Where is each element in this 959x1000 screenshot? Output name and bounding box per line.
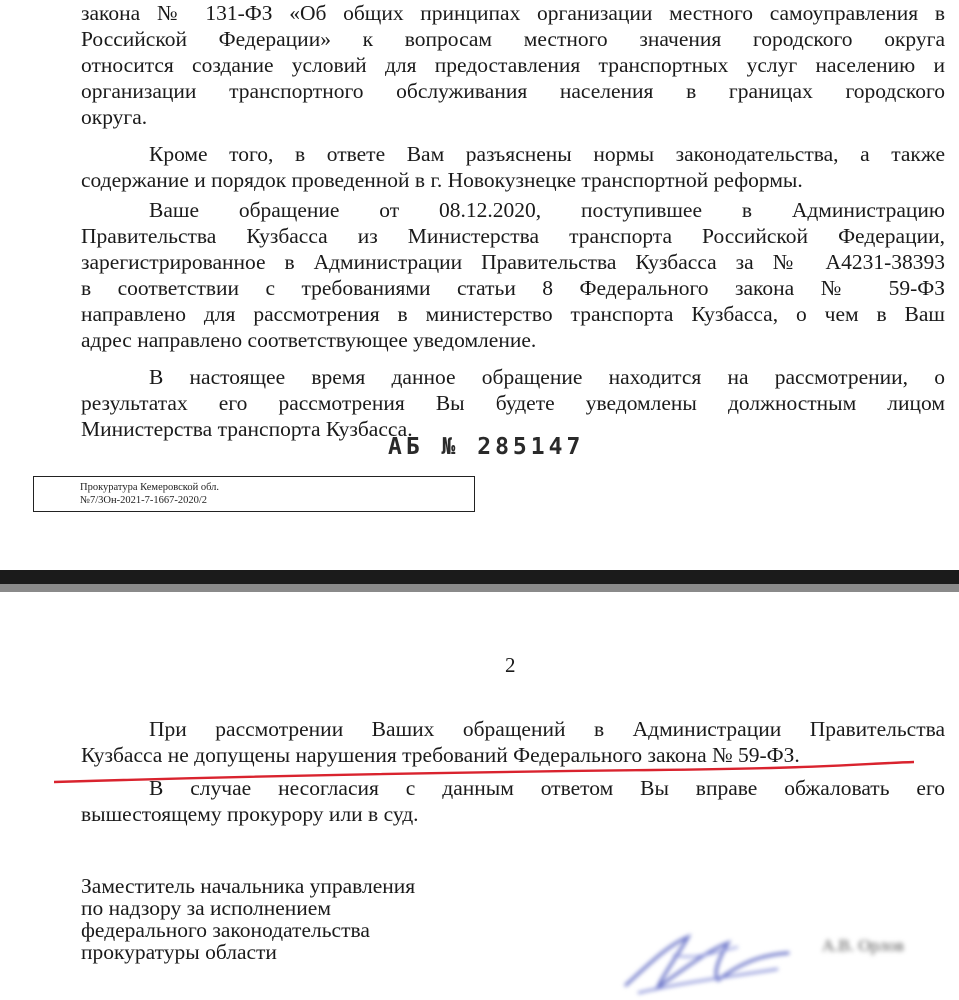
text-line: закона № 131-ФЗ «Об общих принципах организации местного самоуправления в — [81, 1, 945, 25]
text-line: результатах его рассмотрения Вы будете уведомлены должностным лицом — [81, 391, 945, 415]
text-line: организации транспортного обслуживания населения в границах городского — [81, 79, 945, 103]
registration-stamp — [33, 476, 475, 512]
signatory-title-line: по надзору за исполнением — [81, 896, 331, 920]
text-line: округа. — [81, 105, 148, 129]
text-line: Кроме того, в ответе Вам разъяснены нормы законодательства, а также — [149, 142, 945, 166]
page-divider — [0, 566, 959, 600]
page-number: 2 — [505, 653, 516, 677]
divider-dark-band — [0, 570, 959, 584]
highlighted-text-line: Кузбасса не допущены нарушения требований Федерального закона № 59-ФЗ. — [81, 743, 800, 767]
handwritten-signature — [618, 925, 798, 1000]
text-line: Министерства транспорта Кузбасса. — [81, 417, 413, 441]
form-number-stamp: АБ № 285147 — [388, 434, 585, 460]
registration-stamp-number: №7/3Он-2021-7-1667-2020/2 — [80, 495, 208, 506]
signatory-name: А.В. Орлов — [822, 936, 904, 955]
text-line: направлено для рассмотрения в министерство транспорта Кузбасса, о чем в Ваш — [81, 302, 945, 326]
text-line: содержание и порядок проведенной в г. Новокузнецке транспортной реформы. — [81, 168, 803, 192]
text-line: вышестоящему прокурору или в суд. — [81, 802, 419, 826]
text-line: В настоящее время данное обращение находится на рассмотрении, о — [149, 365, 945, 389]
text-line: При рассмотрении Ваших обращений в Администрации Правительства — [149, 717, 945, 741]
text-line: относится создание условий для предоставления транспортных услуг населению и — [81, 53, 945, 77]
text-line: В случае несогласия с данным ответом Вы вправе обжаловать его — [149, 776, 945, 800]
signatory-title-line: прокуратуры области — [81, 940, 277, 964]
signatory-title-line: федерального законодательства — [81, 918, 370, 942]
text-line: Правительства Кузбасса из Министерства транспорта Российской Федерации, — [81, 224, 945, 248]
text-line: Ваше обращение от 08.12.2020, поступившее в Администрацию — [149, 198, 945, 222]
text-line: зарегистрированное в Администрации Правительства Кузбасса за № А4231-38393 — [81, 250, 945, 274]
divider-gray-band — [0, 584, 959, 592]
text-line: адрес направлено соответствующее уведомление. — [81, 328, 537, 352]
text-line: Российской Федерации» к вопросам местного значения городского округа — [81, 27, 945, 51]
text-line: в соответствии с требованиями статьи 8 Федерального закона № 59-ФЗ — [81, 276, 945, 300]
registration-stamp-line: Прокуратура Кемеровской обл. — [80, 482, 220, 493]
signatory-title-line: Заместитель начальника управления — [81, 874, 416, 898]
